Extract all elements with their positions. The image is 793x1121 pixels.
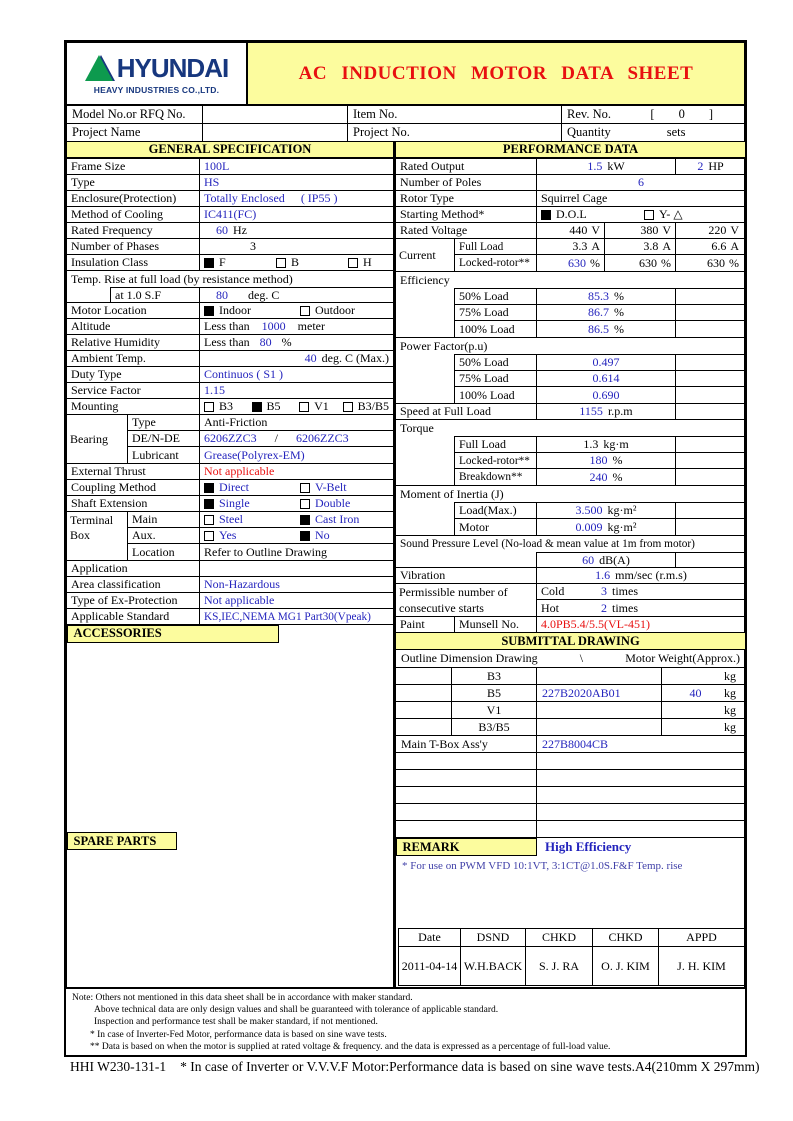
remark-row <box>396 838 745 856</box>
row-eff-75: 75% Load 86.7 % <box>455 305 745 321</box>
row-torque-header: Torque <box>400 420 434 435</box>
outline-header: Outline Dimension Drawing \ Motor Weight(Approx.) <box>396 650 745 668</box>
general-specification-panel <box>67 142 396 988</box>
row-type: Type HS <box>67 175 393 191</box>
ex-protection-value: Not applicable <box>204 593 275 607</box>
row-bearing-lubricant: Lubricant Grease(Polyrex-EM) <box>128 447 393 463</box>
row-shaft: Shaft Extension Single Double <box>67 496 393 512</box>
row-cooling: Method of Cooling IC411(FC) <box>67 207 393 223</box>
spare-parts-title: SPARE PARTS <box>67 832 177 850</box>
tbox-location-value: Refer to Outline Drawing <box>204 544 327 559</box>
model-no-label: Model No.or RFQ No. <box>67 106 203 123</box>
checkbox-checked-icon[interactable] <box>541 210 551 220</box>
item-no-label: Item No. <box>348 106 562 123</box>
project-no-label: Project No. <box>348 124 562 141</box>
note-line: Note: Others not mentioned in this data sheet shall be in accordance with maker standard. <box>72 993 413 1003</box>
humidity-value: Less than 80 % <box>204 335 292 349</box>
row-pf-header: Power Factor(p.u) <box>400 338 488 353</box>
row-drawing-b5: B5 227B2020AB01 40 kg <box>396 685 745 702</box>
row-speed: Speed at Full Load 1155 r.p.m <box>396 404 745 420</box>
sheet-header <box>67 43 744 106</box>
row-torque-full: Full Load 1.3 kg·m <box>455 437 745 453</box>
approval-header-row <box>399 929 744 947</box>
approval-chkd1: S. J. RA <box>526 947 593 985</box>
row-paint: Paint Munsell No. 4.0PB5.4/5.5(VL-451) <box>396 617 745 633</box>
row-starting: Starting Method* D.O.L Y- △ <box>396 207 745 223</box>
row-vibration: Vibration 1.6 mm/sec (r.m.s) <box>396 568 745 584</box>
hyundai-triangle-icon <box>85 55 113 81</box>
row-application: Application <box>67 561 393 577</box>
row-inertia-motor: Motor 0.009 kg·m² <box>455 519 745 535</box>
row-tbox-location: Location Refer to Outline Drawing <box>128 544 393 560</box>
checkbox-checked-icon[interactable] <box>252 402 262 412</box>
area-value: Non-Hazardous <box>204 577 280 591</box>
checkbox-unchecked-icon[interactable] <box>276 258 286 268</box>
ext-thrust-value: Not applicable <box>204 464 275 478</box>
approval-col-appd: APPD <box>686 930 717 944</box>
footer-doc-no: HHI W230-131-1 <box>70 1059 167 1074</box>
note-line: ** Data is based on when the motor is supplied at rated voltage & frequency. and the data is expressed as a percentage of full-load value. <box>90 1041 611 1052</box>
starts-group <box>396 584 745 617</box>
row-drawing-b3b5: B3/B5 kg <box>396 719 745 736</box>
row-rotor: Rotor Type Squirrel Cage <box>396 191 745 207</box>
accessories-title: ACCESSORIES <box>67 625 279 643</box>
tbox-main-options: Steel Cast Iron <box>200 512 393 527</box>
row-frequency: Rated Frequency 60 Hz <box>67 223 393 239</box>
rev-no-cell: Rev. No. [ 0 ] <box>567 107 713 121</box>
row-frame-size: Frame Size 100L <box>67 159 393 175</box>
data-sheet <box>64 40 747 1057</box>
row-voltage: Rated Voltage 440 V 380 V 220 V <box>396 223 745 239</box>
row-sound-header: Sound Pressure Level (No-load & mean value at 1m from motor) <box>400 538 695 550</box>
accessories-area <box>67 642 393 973</box>
logo-subtitle: HEAVY INDUSTRIES CO.,LTD. <box>93 84 220 95</box>
row-ambient: Ambient Temp. 40 deg. C (Max.) <box>67 351 393 367</box>
footer-note: * In case of Inverter or V.V.V.F Motor:Performance data is based on sine wave tests. <box>180 1059 636 1074</box>
logo-brand-text: HYUNDAI <box>116 52 229 83</box>
checkbox-unchecked-icon[interactable] <box>300 306 310 316</box>
mounting-options: B3 B5 V1 B3/B5 <box>200 399 393 414</box>
row-torque-bd: Breakdown** 240 % <box>455 469 745 485</box>
row-phases: Number of Phases 3 <box>67 239 393 255</box>
accessories-row <box>67 625 393 642</box>
enclosure-value: Totally Enclosed ( IP55 ) <box>204 191 338 205</box>
starting-options: D.O.L Y- △ <box>537 207 745 222</box>
rotor-value: Squirrel Cage <box>541 191 608 205</box>
row-location: Motor Location Indoor Outdoor <box>67 303 393 319</box>
row-tbox-aux: Aux. Yes No <box>128 528 393 544</box>
checkbox-checked-icon[interactable] <box>204 483 214 493</box>
checkbox-unchecked-icon[interactable] <box>204 531 214 541</box>
drawing-b5-value: 227B2020AB01 <box>537 685 662 701</box>
checkbox-unchecked-icon[interactable] <box>300 499 310 509</box>
voltage-220: 220 V <box>708 223 739 237</box>
checkbox-unchecked-icon[interactable] <box>348 258 358 268</box>
speed-value: 1155 r.p.m <box>537 404 676 419</box>
row-pf-75: 75% Load 0.614 <box>455 371 745 387</box>
drawing-b3b5-field[interactable] <box>537 719 662 735</box>
sound-value: 60 dB(A) <box>537 552 676 567</box>
approval-col-date: Date <box>399 929 461 946</box>
efficiency-group <box>396 288 745 338</box>
bearing-de-value: 6206ZZC3 / 6206ZZC3 <box>204 431 349 445</box>
row-standard: Applicable Standard KS,IEC,NEMA MG1 Part30(Vpeak) <box>67 609 393 625</box>
row-ext-thrust: External Thrust Not applicable <box>67 464 393 480</box>
bearing-label: Bearing <box>67 415 128 463</box>
phases-value: 3 <box>250 239 256 253</box>
note-line: Inspection and performance test shall be maker standard, if not mentioned. <box>94 1017 378 1028</box>
main-tbox-value: 227B8004CB <box>542 736 609 751</box>
bearing-type-value: Anti-Friction <box>204 415 268 429</box>
row-eff-100: 100% Load 86.5 % <box>455 321 745 337</box>
empty-row <box>396 821 745 838</box>
row-rated-output: Rated Output 1.5 kW 2 HP <box>396 159 745 175</box>
quantity-cell <box>562 124 744 141</box>
footer-paper-size: A4(210mm X 297mm) <box>635 1059 760 1074</box>
row-sf: at 1.0 S.F 80 deg. C <box>67 287 393 303</box>
hyundai-logo <box>67 43 248 104</box>
row-pf-100: 100% Load 0.690 <box>455 387 745 403</box>
row-bearing-type: Type Anti-Friction <box>128 415 393 431</box>
rated-output-kw: 1.5 kW <box>537 159 676 174</box>
row-main-tbox: Main T-Box Ass'y 227B8004CB <box>396 736 745 753</box>
row-inertia-load: Load(Max.) 3.500 kg·m² <box>455 503 745 519</box>
row-poles: Number of Poles 6 <box>396 175 745 191</box>
approval-appd: J. H. KIM <box>677 958 726 973</box>
model-no-field[interactable] <box>203 106 348 123</box>
checkbox-checked-icon[interactable] <box>300 515 310 525</box>
shaft-options: Single Double <box>200 496 393 511</box>
duty-value: Continuos ( S1 ) <box>204 367 284 381</box>
rated-output-hp: 2 HP <box>697 159 724 173</box>
project-name-field[interactable] <box>203 124 348 141</box>
body-columns <box>67 142 744 988</box>
ambient-value: 40 deg. C (Max.) <box>304 351 389 365</box>
quantity-unit: sets <box>666 125 686 139</box>
checkbox-unchecked-icon[interactable] <box>204 402 214 412</box>
voltage-440: 440 V <box>537 223 605 238</box>
approval-table <box>398 928 745 986</box>
poles-value: 6 <box>638 175 644 189</box>
torque-group <box>396 436 745 486</box>
row-area: Area classification Non-Hazardous <box>67 577 393 593</box>
approval-value-row <box>399 947 744 985</box>
remark-title: REMARK <box>396 838 537 856</box>
empty-row <box>396 770 745 787</box>
drawing-b3-field[interactable] <box>537 668 662 684</box>
row-torque-lr: Locked-rotor** 180 % <box>455 453 745 469</box>
note-line: Above technical data are only design values and shall be guaranteed with tolerance of applicable standard. <box>94 1005 499 1016</box>
row-sound-value <box>396 552 745 568</box>
checkbox-checked-icon[interactable] <box>204 258 214 268</box>
approval-col-dsnd: DSND <box>461 929 526 946</box>
remark-note: * For use on PWM VFD 10:1VT, 3:1CT@1.0S.F&F Temp. rise <box>402 860 683 872</box>
coupling-options: Direct V-Belt <box>200 480 393 495</box>
row-bearing-de: DE/N-DE 6206ZZC3 / 6206ZZC3 <box>128 431 393 447</box>
row-drawing-v1: V1 kg <box>396 702 745 719</box>
empty-row <box>396 787 745 804</box>
note-line: * In case of Inverter-Fed Motor, performance data is based on sine wave tests. <box>90 1029 387 1040</box>
approval-col-chkd1: CHKD <box>526 929 593 946</box>
row-starts-hot: Hot 2 times <box>541 600 638 615</box>
row-eff-50: 50% Load 85.3 % <box>455 289 745 305</box>
quantity-label: Quantity <box>567 125 611 139</box>
info-row-2 <box>67 124 744 142</box>
approval-dsnd: W.H.BACK <box>461 947 526 985</box>
approval-chkd2: O. J. KIM <box>593 947 659 985</box>
checkbox-unchecked-icon[interactable] <box>204 515 214 525</box>
checkbox-checked-icon[interactable] <box>204 499 214 509</box>
note-box <box>64 987 747 1057</box>
checkbox-checked-icon[interactable] <box>204 306 214 316</box>
row-mounting: Mounting B3 B5 V1 B3/B5 <box>67 399 393 415</box>
current-label: Current <box>396 239 455 271</box>
row-altitude: Altitude Less than 1000 meter <box>67 319 393 335</box>
approval-date: 2011-04-14 <box>399 947 461 985</box>
checkbox-unchecked-icon[interactable] <box>343 402 353 412</box>
service-factor-value: 1.15 <box>204 383 225 397</box>
starts-label: Permissible number of consecutive starts <box>396 584 537 616</box>
insulation-options: F B H <box>200 255 393 270</box>
checkbox-unchecked-icon[interactable] <box>300 483 310 493</box>
pf-group <box>396 354 745 404</box>
drawing-v1-field[interactable] <box>537 702 662 718</box>
project-name-label: Project Name <box>67 124 203 141</box>
page-footer <box>70 1059 760 1075</box>
type-value: HS <box>204 175 220 189</box>
row-temp-rise: Temp. Rise at full load (by resistance method) <box>71 271 293 286</box>
row-duty: Duty Type Continuos ( S1 ) <box>67 367 393 383</box>
performance-data-title: PERFORMANCE DATA <box>396 142 745 159</box>
row-ex-protection: Type of Ex-Protection Not applicable <box>67 593 393 609</box>
submittal-drawing-title: SUBMITTAL DRAWING <box>396 633 745 650</box>
bearing-group <box>67 415 393 464</box>
empty-row <box>396 804 745 821</box>
row-efficiency-header: Efficiency <box>400 272 450 287</box>
approval-col-chkd2: CHKD <box>593 929 659 946</box>
row-inertia-header: Moment of Inertia (J) <box>400 486 504 501</box>
terminal-box-group <box>67 512 393 561</box>
current-group <box>396 239 745 272</box>
inertia-group <box>396 502 745 536</box>
sf-value: 80 deg. C <box>200 287 393 302</box>
row-pf-50: 50% Load 0.497 <box>455 355 745 371</box>
terminal-box-label: Terminal Box <box>67 512 128 560</box>
rev-no-label: Rev. No. <box>567 107 611 121</box>
frequency-value: 60 Hz <box>216 223 247 237</box>
frame-size-value: 100L <box>204 159 230 173</box>
checkbox-unchecked-icon[interactable] <box>644 210 654 220</box>
checkbox-checked-icon[interactable] <box>300 531 310 541</box>
row-humidity: Relative Humidity Less than 80 % <box>67 335 393 351</box>
voltage-380: 380 V <box>605 223 676 238</box>
location-options: Indoor Outdoor <box>200 303 393 318</box>
row-drawing-b3: B3 kg <box>396 668 745 685</box>
row-insulation: Insulation Class F B H <box>67 255 393 271</box>
standard-value: KS,IEC,NEMA MG1 Part30(Vpeak) <box>204 610 371 623</box>
general-specification-title: GENERAL SPECIFICATION <box>67 142 393 159</box>
remark-headline: High Efficiency <box>545 839 632 854</box>
rev-no-value: 0 <box>678 107 685 121</box>
application-field[interactable] <box>200 561 393 576</box>
row-current-lr: Locked-rotor** 630 % 630 % 630 % <box>455 255 745 271</box>
row-tbox-main: Main Steel Cast Iron <box>128 512 393 528</box>
paint-value: 4.0PB5.4/5.5(VL-451) <box>541 617 650 631</box>
cooling-value: IC411(FC) <box>204 207 257 221</box>
tbox-aux-options: Yes No <box>200 528 393 543</box>
sheet-title: AC INDUCTION MOTOR DATA SHEET <box>248 43 744 104</box>
bearing-lubricant-value: Grease(Polyrex-EM) <box>204 447 305 462</box>
vibration-value: 1.6 mm/sec (r.m.s) <box>595 568 687 582</box>
row-current-full: Full Load 3.3 A 3.8 A 6.6 A <box>455 239 745 255</box>
row-coupling: Coupling Method Direct V-Belt <box>67 480 393 496</box>
altitude-value: Less than 1000 meter <box>204 319 325 333</box>
row-starts-cold: Cold 3 times <box>537 584 745 600</box>
empty-row <box>396 753 745 770</box>
performance-data-panel <box>396 142 745 988</box>
row-enclosure: Enclosure(Protection) Totally Enclosed ( IP55 ) <box>67 191 393 207</box>
row-service-factor: Service Factor 1.15 <box>67 383 393 399</box>
checkbox-unchecked-icon[interactable] <box>299 402 309 412</box>
info-row-1 <box>67 106 744 124</box>
